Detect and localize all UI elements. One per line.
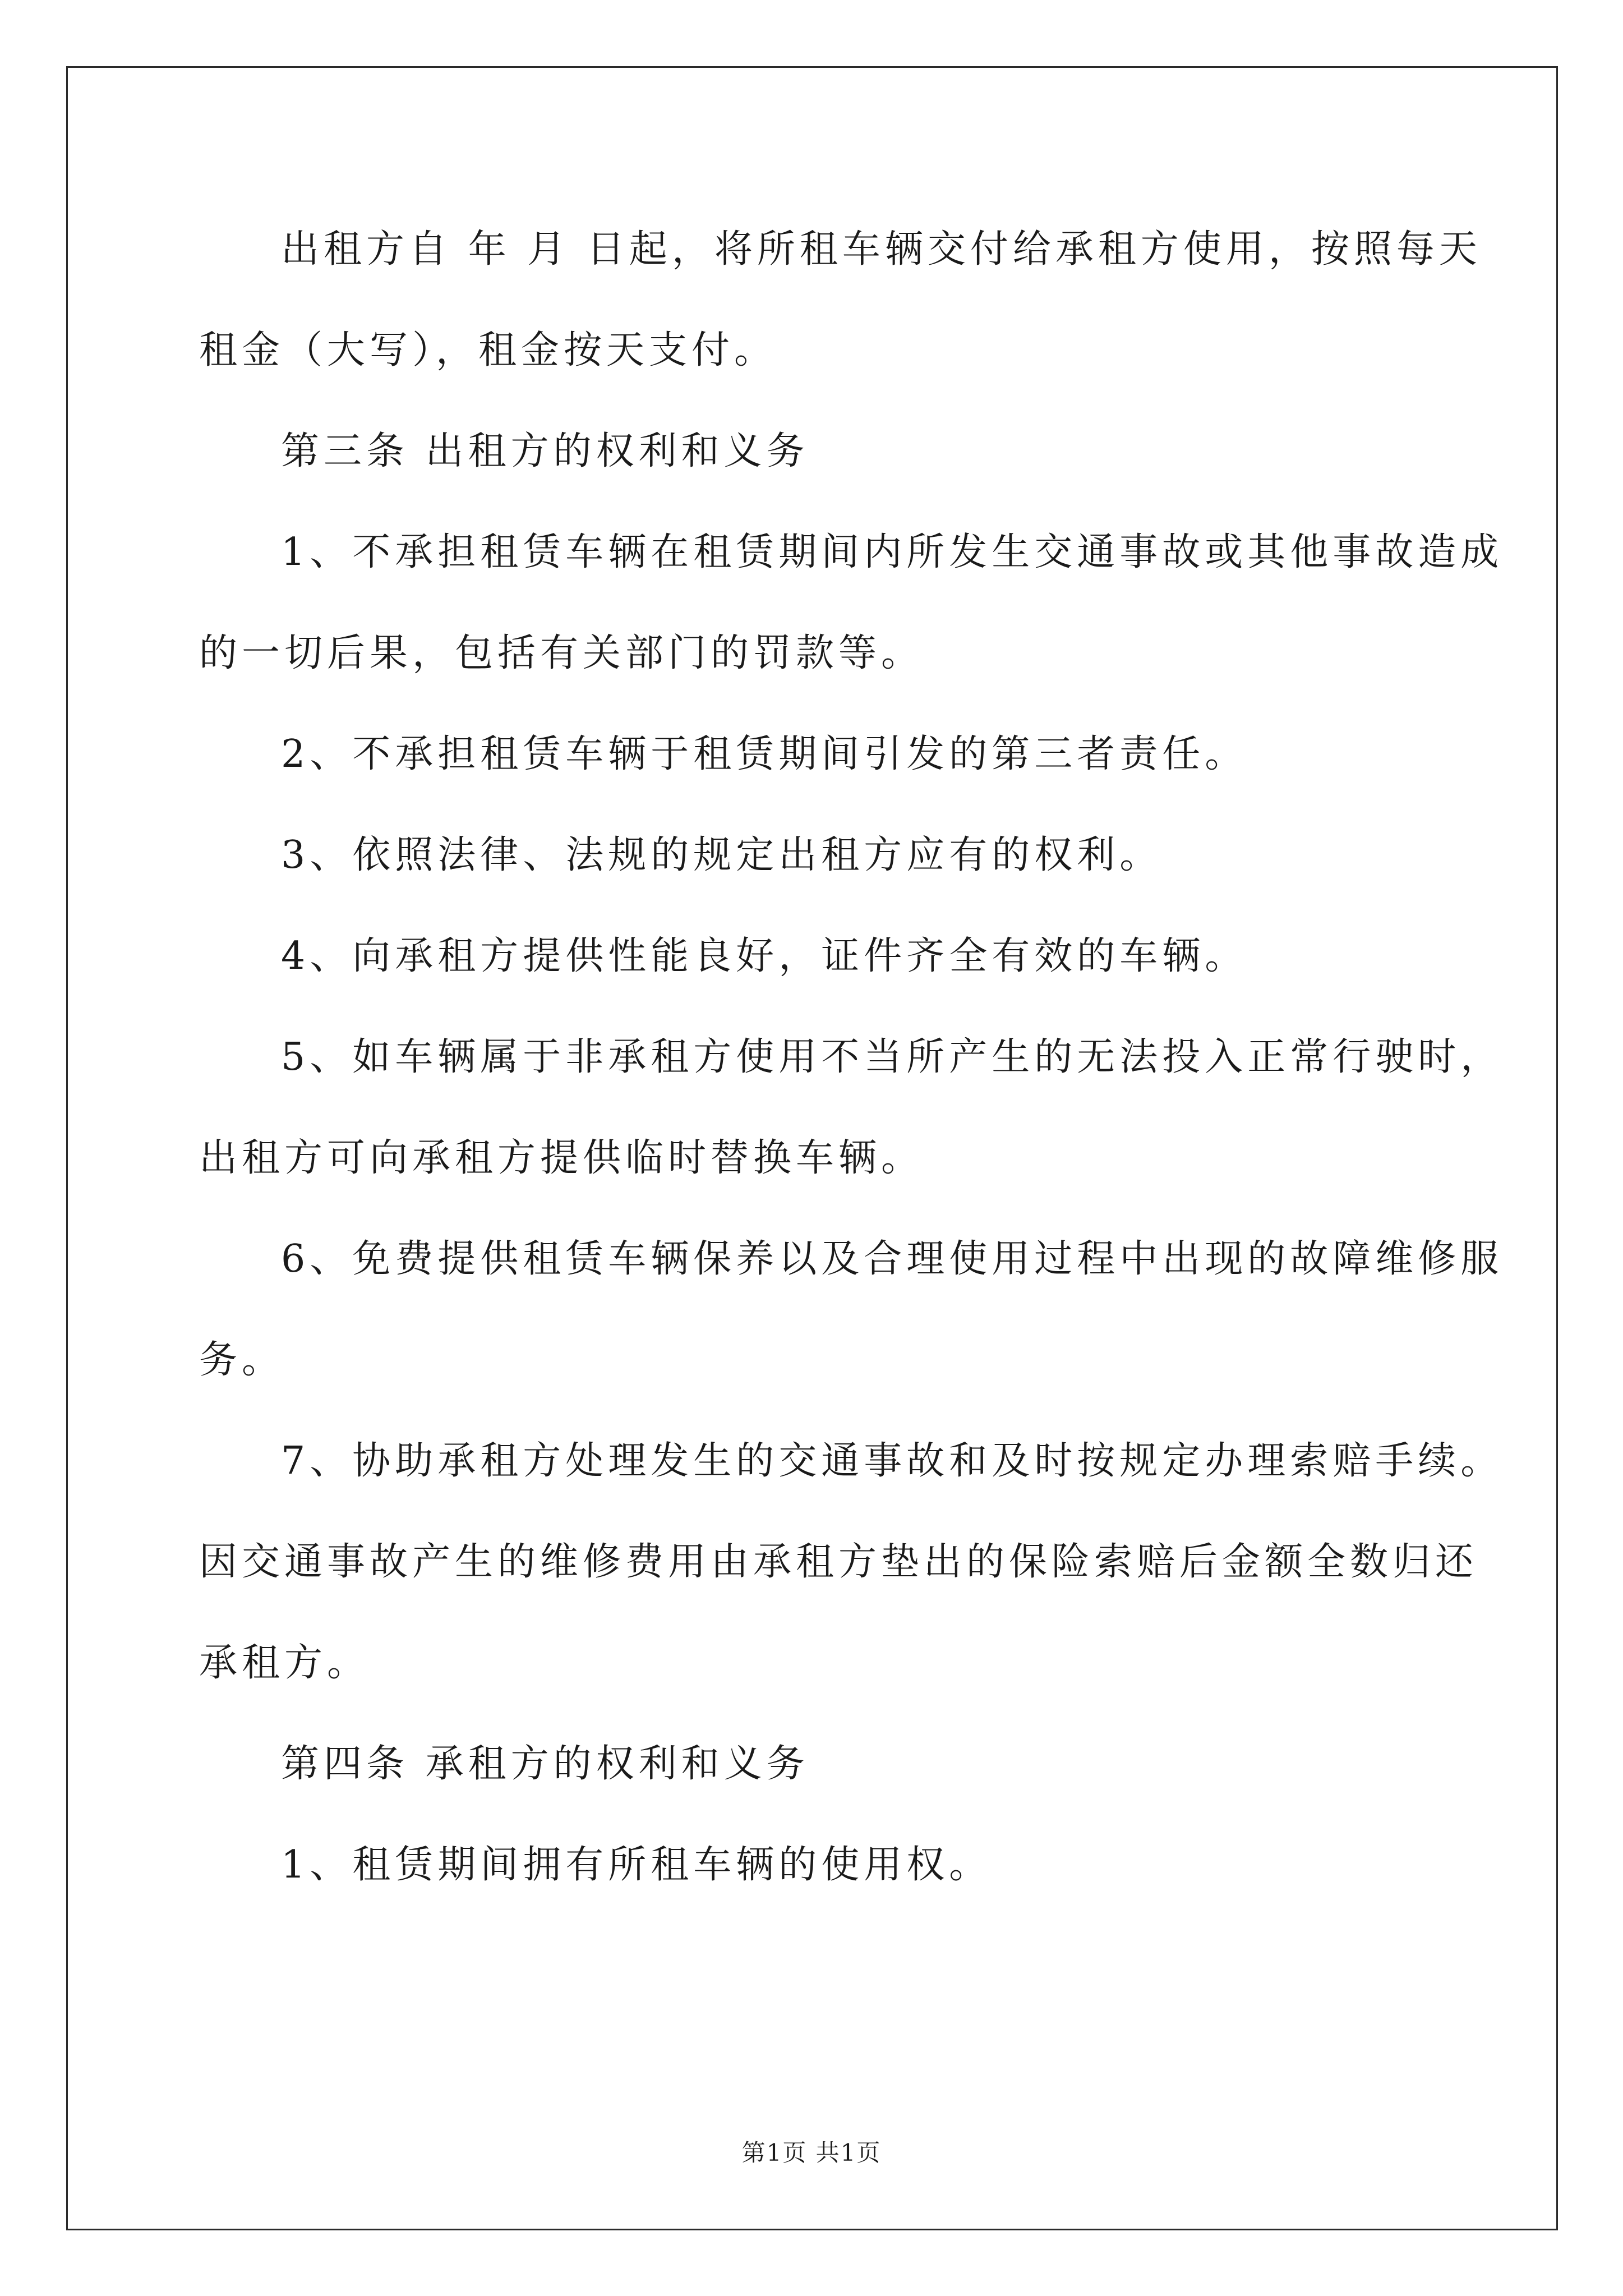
paragraph-line: 租金（大写），租金按天支付。 bbox=[199, 328, 777, 372]
paragraph-line: 3、依照法律、法规的规定出租方应有的权利。 bbox=[281, 833, 1163, 877]
paragraph-line: 5、如车辆属于非承租方使用不当所产生的无法投入正常行驶时， bbox=[281, 1035, 1504, 1079]
section-heading-article-3: 第三条 出租方的权利和义务 bbox=[281, 429, 809, 473]
paragraph-line: 1、不承担租赁车辆在租赁期间内所发生交通事故或其他事故造成 bbox=[281, 530, 1504, 574]
paragraph-line: 2、不承担租赁车辆于租赁期间引发的第三者责任。 bbox=[281, 732, 1248, 776]
paragraph-line: 因交通事故产生的维修费用由承租方垫出的保险索赔后金额全数归还 bbox=[199, 1540, 1478, 1584]
paragraph-line: 出租方自 年 月 日起，将所租车辆交付给承租方使用，按照每天 bbox=[281, 227, 1482, 272]
paragraph-line: 务。 bbox=[199, 1338, 285, 1382]
section-heading-article-4: 第四条 承租方的权利和义务 bbox=[281, 1742, 809, 1786]
paragraph-line: 6、免费提供租赁车辆保养以及合理使用过程中出现的故障维修服 bbox=[281, 1237, 1504, 1281]
paragraph-line: 出租方可向承租方提供临时替换车辆。 bbox=[199, 1136, 924, 1180]
paragraph-line: 承租方。 bbox=[199, 1641, 370, 1685]
page-number-footer: 第1页 共1页 bbox=[741, 2139, 882, 2166]
paragraph-line: 4、向承租方提供性能良好，证件齐全有效的车辆。 bbox=[281, 934, 1248, 978]
paragraph-line: 7、协助承租方处理发生的交通事故和及时按规定办理索赔手续。 bbox=[281, 1439, 1504, 1483]
paragraph-line: 1、租赁期间拥有所租车辆的使用权。 bbox=[281, 1843, 992, 1887]
paragraph-line: 的一切后果，包括有关部门的罚款等。 bbox=[199, 631, 924, 675]
